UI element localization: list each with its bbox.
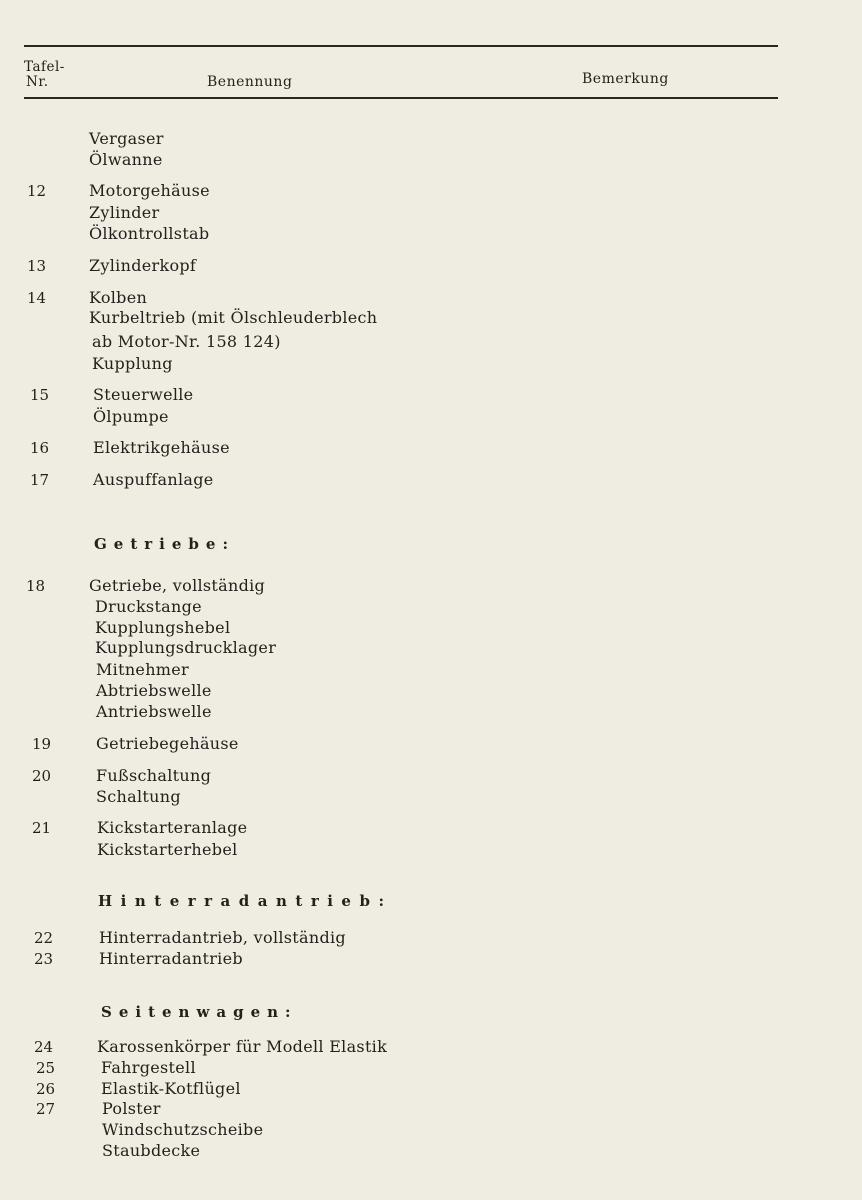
plate-number: 22 <box>34 929 54 947</box>
part-name: Staubdecke <box>102 1141 201 1160</box>
plate-number: 23 <box>34 950 54 968</box>
plate-number: 13 <box>27 257 47 275</box>
part-name: Elektrikgehäuse <box>93 438 230 457</box>
section-heading-seitenwagen: Seitenwagen: <box>101 1003 298 1021</box>
part-name: Zylinder <box>89 203 160 222</box>
part-name: Kickstarterhebel <box>97 840 238 859</box>
part-name: Fußschaltung <box>96 766 212 785</box>
plate-number: 18 <box>26 577 46 595</box>
plate-number: 26 <box>36 1080 56 1098</box>
part-name: Hinterradantrieb, vollständig <box>99 928 346 947</box>
plate-number: 27 <box>36 1100 56 1118</box>
part-name: Fahrgestell <box>101 1058 196 1077</box>
plate-number: 21 <box>32 819 52 837</box>
part-name: Windschutzscheibe <box>102 1120 264 1139</box>
top-rule <box>24 45 778 47</box>
part-name: Mitnehmer <box>96 660 189 679</box>
header-tafel-line1: Tafel- <box>24 59 65 75</box>
part-name: Antriebswelle <box>96 702 212 721</box>
section-heading-getriebe: Getriebe: <box>94 535 235 553</box>
header-rule <box>24 97 778 99</box>
part-name: Motorgehäuse <box>89 181 210 200</box>
part-name: Zylinderkopf <box>89 256 197 275</box>
plate-number: 24 <box>34 1038 54 1056</box>
plate-number: 17 <box>30 471 50 489</box>
plate-number: 25 <box>36 1059 56 1077</box>
plate-number: 19 <box>32 735 52 753</box>
part-name: Ölkontrollstab <box>89 224 210 243</box>
part-name: Kurbeltrieb (mit Ölschleuderblech <box>89 308 378 327</box>
part-name: Ölpumpe <box>93 407 169 426</box>
part-name: Polster <box>102 1099 161 1118</box>
part-name: Getriebegehäuse <box>96 734 239 753</box>
plate-number: 14 <box>27 289 47 307</box>
part-name: Kupplungsdrucklager <box>95 638 277 657</box>
part-name: Druckstange <box>95 597 202 616</box>
part-name: ab Motor-Nr. 158 124) <box>92 332 281 351</box>
plate-number: 20 <box>32 767 52 785</box>
part-name: Ölwanne <box>89 150 163 169</box>
part-name: Vergaser <box>89 129 164 148</box>
column-header-bemerkung: Bemerkung <box>582 71 669 87</box>
part-name: Getriebe, vollständig <box>89 576 266 595</box>
plate-number: 15 <box>30 386 50 404</box>
section-heading-hinterradantrieb: Hinterradantrieb: <box>98 892 393 910</box>
plate-number: 12 <box>27 182 47 200</box>
part-name: Kupplung <box>92 354 173 373</box>
part-name: Hinterradantrieb <box>99 949 243 968</box>
part-name: Steuerwelle <box>93 385 194 404</box>
column-header-tafel-nr <box>24 60 65 90</box>
part-name: Kupplungshebel <box>95 618 231 637</box>
part-name: Karossenkörper für Modell Elastik <box>97 1037 388 1056</box>
part-name: Elastik-Kotflügel <box>101 1079 241 1098</box>
column-header-benennung: Benennung <box>207 74 293 90</box>
part-name: Kolben <box>89 288 148 307</box>
part-name: Schaltung <box>96 787 181 806</box>
part-name: Abtriebswelle <box>96 681 212 700</box>
part-name: Kickstarteranlage <box>97 818 248 837</box>
plate-number: 16 <box>30 439 50 457</box>
header-tafel-line2: Nr. <box>26 74 49 90</box>
part-name: Auspuffanlage <box>93 470 214 489</box>
